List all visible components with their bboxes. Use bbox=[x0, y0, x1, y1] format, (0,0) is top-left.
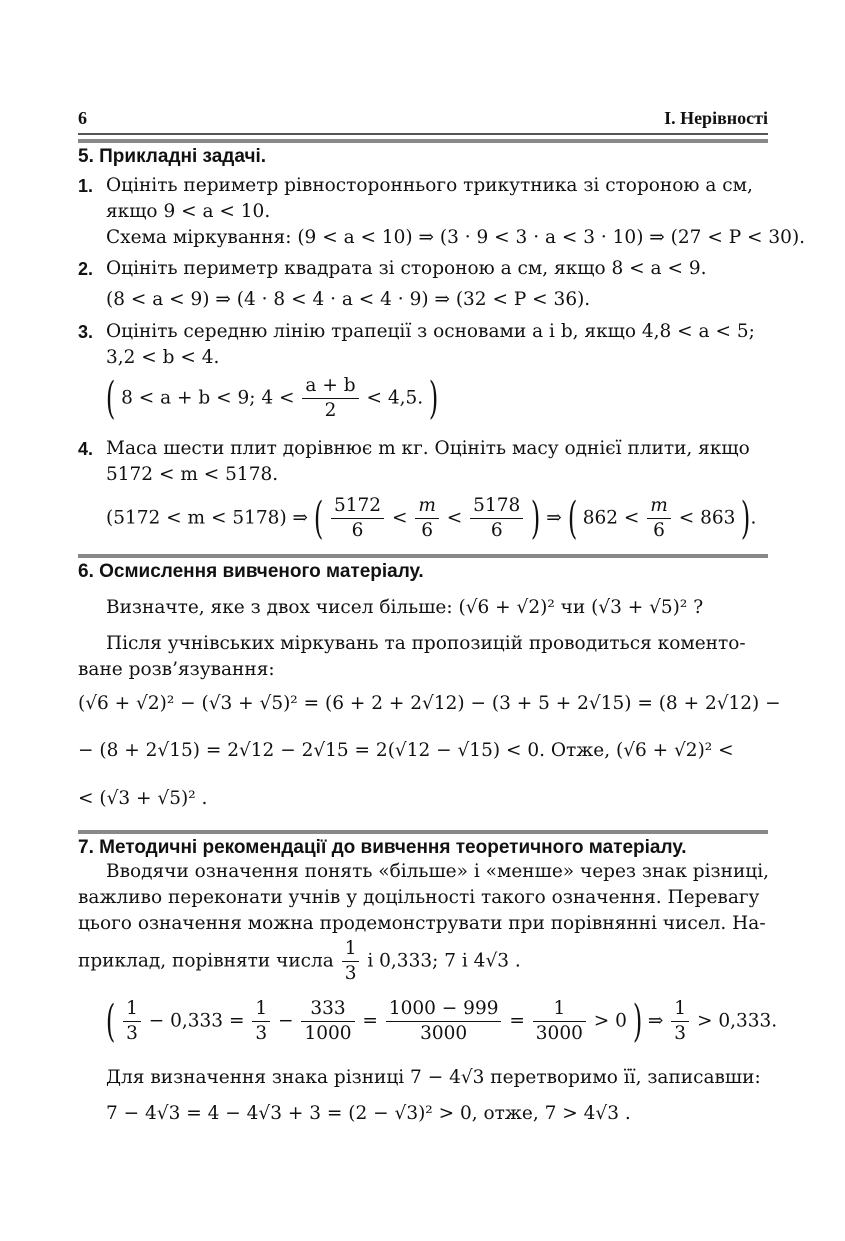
section-7-para-line-5: Для визначення знака різниці 7 − 4√3 перетворимо її, записавши: bbox=[106, 1067, 761, 1088]
fraction: $\frac{1}{3}$ bbox=[123, 997, 141, 1046]
running-header bbox=[78, 108, 768, 130]
section-6-solution-line-3: < (√3 + √5)² . bbox=[78, 788, 208, 809]
task-1-line-1: Оцініть периметр рівностороннього трикутника зі стороною a см, bbox=[106, 175, 753, 196]
section-5-title: 5. Прикладні задачі. bbox=[78, 146, 267, 167]
section-6-title: 6. Осмислення вивченого матеріалу. bbox=[78, 561, 424, 582]
task-1-scheme: Схема міркування: (9 < a < 10) ⇒ (3 · 9 < 3 · a < 3 · 10) ⇒ (27 < P < 30). bbox=[106, 227, 806, 248]
fraction: $\frac{5178}{6}$ bbox=[470, 494, 523, 543]
task-3-line-1: Оцініть середню лінію трапеції з основами a і b, якщо 4,8 < a < 5; bbox=[106, 321, 755, 342]
fraction: $\frac{1}{3}$ bbox=[342, 937, 360, 986]
section-7-para-line-1: Вводячи означення понять «більше» і «менше» через знак різниці, bbox=[106, 861, 770, 882]
section-6-para-line-1: Після учнівських міркувань та пропозицій проводиться коменто- bbox=[106, 633, 746, 654]
task-3-solution: ( 8 < a + b < 9; 4 < $\frac{a + b}{2}$ < 4,5. ) bbox=[105, 372, 439, 424]
fraction: $\frac{m}{6}$ bbox=[647, 494, 671, 543]
fraction: $\frac{333}{1000}$ bbox=[301, 997, 354, 1046]
section-6-para-line-2: ване розв’язування: bbox=[78, 659, 275, 680]
task-3-line-2: 3,2 < b < 4. bbox=[106, 347, 220, 368]
task-4-line-1: Маса шести плит дорівнює m кг. Оцініть масу однієї плити, якщо bbox=[106, 438, 750, 459]
chapter-title: І. Нерівності bbox=[664, 108, 768, 128]
section-7-final-equation: 7 − 4√3 = 4 − 4√3 + 3 = (2 − √3)² > 0, отже, 7 > 4√3 . bbox=[106, 1103, 631, 1124]
fraction: $\frac{a + b}{2}$ bbox=[302, 374, 358, 423]
section-rule bbox=[78, 139, 768, 143]
section-7-comparison: ( $\frac{1}{3}$ − 0,333 = $\frac{1}{3}$ − $\frac{333}{1000}$ = $\frac{1000 - 999}{3000}$ = $\frac{1}{3000}$ > 0 ) ⇒ $\frac{1}{3}$ > 0,333. bbox=[105, 995, 778, 1047]
task-3-number: 3. bbox=[78, 322, 94, 342]
task-4-solution: (5172 < m < 5178) ⇒ ( $\frac{5172}{6}$ < $\frac{m}{6}$ < $\frac{5178}{6}$ ) ⇒ ( 862 < $\frac{m}{6}$ < 863 ). bbox=[106, 492, 757, 544]
section-rule bbox=[78, 830, 768, 834]
header-rule bbox=[78, 133, 768, 135]
section-6-solution-line-1: (√6 + √2)² − (√3 + √5)² = (6 + 2 + 2√12) − (3 + 5 + 2√15) = (8 + 2√12) − bbox=[78, 693, 781, 714]
fraction: $\frac{m}{6}$ bbox=[415, 494, 439, 543]
section-7-para-line-3: цього означення можна продемонструвати при порівнянні чисел. На- bbox=[78, 913, 766, 934]
section-7-title: 7. Методичні рекомендації до вивчення теоретичного матеріалу. bbox=[78, 837, 687, 858]
task-2-solution: (8 < a < 9) ⇒ (4 · 8 < 4 · a < 4 · 9) ⇒ (32 < P < 36). bbox=[106, 289, 591, 310]
fraction: $\frac{1}{3}$ bbox=[671, 997, 689, 1046]
task-2-number: 2. bbox=[78, 259, 94, 279]
section-6-question: Визначте, яке з двох чисел більше: (√6 + √2)² чи (√3 + √5)² ? bbox=[106, 597, 704, 618]
fraction: $\frac{5172}{6}$ bbox=[331, 494, 384, 543]
section-7-para-line-2: важливо переконати учнів у доцільності такого означення. Перевагу bbox=[78, 887, 760, 908]
task-4-line-2: 5172 < m < 5178. bbox=[106, 464, 279, 485]
fraction: $\frac{1000 - 999}{3000}$ bbox=[386, 997, 502, 1046]
fraction: $\frac{1}{3}$ bbox=[252, 997, 270, 1046]
fraction: $\frac{1}{3000}$ bbox=[533, 997, 586, 1046]
task-1-number: 1. bbox=[78, 176, 94, 196]
section-6-solution-line-2: − (8 + 2√15) = 2√12 − 2√15 = 2(√12 − √15) < 0. Отже, (√6 + √2)² < bbox=[78, 740, 734, 761]
task-2-line-1: Оцініть периметр квадрата зі стороною a см, якщо 8 < a < 9. bbox=[106, 258, 707, 279]
page-number: 6 bbox=[78, 108, 87, 128]
section-7-para-line-4: приклад, порівняти числа $\frac{1}{3}$ і 0,333; 7 і 4√3 . bbox=[78, 938, 521, 984]
section-rule bbox=[78, 554, 768, 558]
task-1-line-2: якщо 9 < a < 10. bbox=[106, 201, 271, 222]
task-4-number: 4. bbox=[78, 439, 94, 459]
